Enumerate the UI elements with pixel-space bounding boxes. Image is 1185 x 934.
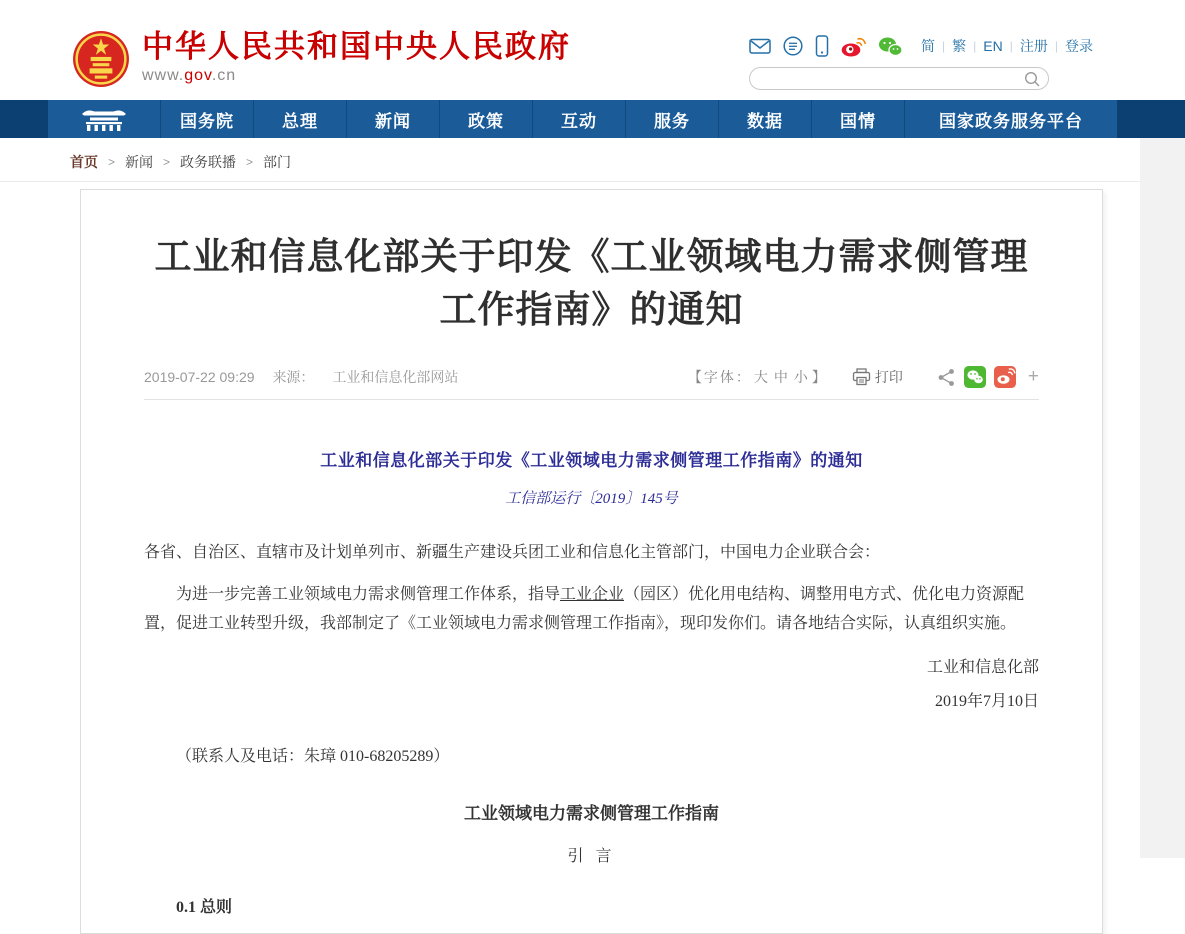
nav-item-state-council[interactable]: 国务院	[160, 100, 253, 138]
font-size-medium-button[interactable]: 中	[773, 369, 790, 385]
intro-heading: 引 言	[567, 847, 616, 865]
contact-line: （联系人及电话：朱璋 010-68205289）	[176, 747, 450, 765]
publish-date: 2019-07-22 09:29	[144, 369, 255, 385]
nav-home-tiananmen-icon[interactable]	[48, 100, 160, 138]
document-body	[144, 446, 1039, 923]
article-meta	[144, 366, 1039, 388]
industrial-enterprise-link[interactable]: 工业企业	[560, 586, 625, 604]
share-icon[interactable]	[937, 368, 956, 387]
page-body	[0, 138, 1185, 916]
national-emblem-logo[interactable]	[72, 30, 130, 88]
breadcrumb-home[interactable]: 首页	[70, 154, 98, 170]
salutation-paragraph: 各省、自治区、直辖市及计划单列市、新疆生产建设兵团工业和信息化主管部门，中国电力企业联合会：	[144, 543, 881, 561]
signature-date: 2019年7月10日	[934, 692, 1039, 710]
weibo-share-icon[interactable]	[994, 366, 1016, 388]
search-input[interactable]	[762, 69, 1017, 88]
breadcrumb-department: 部门	[263, 154, 292, 170]
wechat-share-icon[interactable]	[964, 366, 986, 388]
breadcrumb-separator: >	[163, 155, 171, 169]
register-link[interactable]: 注册	[1019, 38, 1048, 54]
print-button[interactable]: 打印	[852, 367, 903, 387]
nav-item-policy[interactable]: 政策	[439, 100, 532, 138]
search-box	[749, 67, 1049, 90]
guide-title: 工业领域电力需求侧管理工作指南	[464, 804, 719, 824]
document-heading: 工业和信息化部关于印发《工业领域电力需求侧管理工作指南》的通知	[320, 451, 863, 470]
document-number: 工信部运行〔2019〕145号	[505, 490, 678, 507]
nav-item-data[interactable]: 数据	[718, 100, 811, 138]
site-header	[0, 0, 1185, 100]
breadcrumb-gov-broadcast[interactable]: 政务联播	[180, 154, 237, 170]
divider	[0, 181, 1140, 182]
mail-icon[interactable]	[749, 37, 771, 55]
source-name: 工业和信息化部网站	[332, 369, 459, 385]
weibo-icon[interactable]	[841, 36, 866, 57]
breadcrumb-separator: >	[108, 155, 116, 169]
breadcrumb-news[interactable]: 新闻	[125, 154, 154, 170]
nav-item-premier[interactable]: 总理	[253, 100, 346, 138]
wechat-icon[interactable]	[878, 36, 903, 57]
page-title: 工业和信息化部关于印发《工业领域电力需求侧管理 工作指南》的通知	[154, 236, 1029, 330]
font-size-control: 【字体： 大 中 小 】	[687, 369, 828, 385]
font-size-large-button[interactable]: 大	[753, 369, 770, 385]
login-link[interactable]: 登录	[1065, 38, 1093, 54]
breadcrumb	[0, 138, 1140, 181]
nav-item-interaction[interactable]: 互动	[532, 100, 625, 138]
nav-item-services[interactable]: 服务	[625, 100, 718, 138]
message-icon[interactable]	[783, 36, 803, 56]
lang-simplified[interactable]: 简	[921, 38, 936, 54]
printer-icon	[852, 368, 871, 386]
site-title[interactable]: 中华人民共和国中央人民政府	[142, 29, 571, 64]
article-container	[80, 189, 1103, 934]
lang-links: 简 | 繁 | EN | 注册 | 登录	[921, 38, 1093, 54]
section-0-1-heading: 0.1 总则	[176, 898, 233, 916]
nav-item-gov-service-platform[interactable]: 国家政务服务平台	[904, 100, 1117, 138]
nav-item-news[interactable]: 新闻	[346, 100, 439, 138]
search-icon[interactable]	[1024, 71, 1041, 88]
body-paragraph: 为进一步完善工业领域电力需求侧管理工作体系，指导工业企业（园区）优化用电结构、调整用电方式、优化电力资源配置，促进工业转型升级，我部制定了《工业领域电力需求侧管理工作指南》，现印发你们。请各地结合实际，认真组织实施。	[144, 586, 1025, 633]
source-label: 来源：	[272, 369, 315, 385]
mobile-icon[interactable]	[815, 35, 829, 57]
signature: 工业和信息化部	[926, 658, 1039, 676]
more-share-button[interactable]: +	[1027, 366, 1039, 387]
font-size-small-button[interactable]: 小	[793, 369, 810, 385]
main-nav	[0, 100, 1185, 138]
site-url: www.gov.cn	[142, 67, 237, 84]
breadcrumb-separator: >	[246, 155, 254, 169]
lang-traditional[interactable]: 繁	[952, 38, 967, 54]
nav-item-national-conditions[interactable]: 国情	[811, 100, 904, 138]
divider	[144, 399, 1039, 400]
lang-english[interactable]: EN	[983, 38, 1003, 54]
